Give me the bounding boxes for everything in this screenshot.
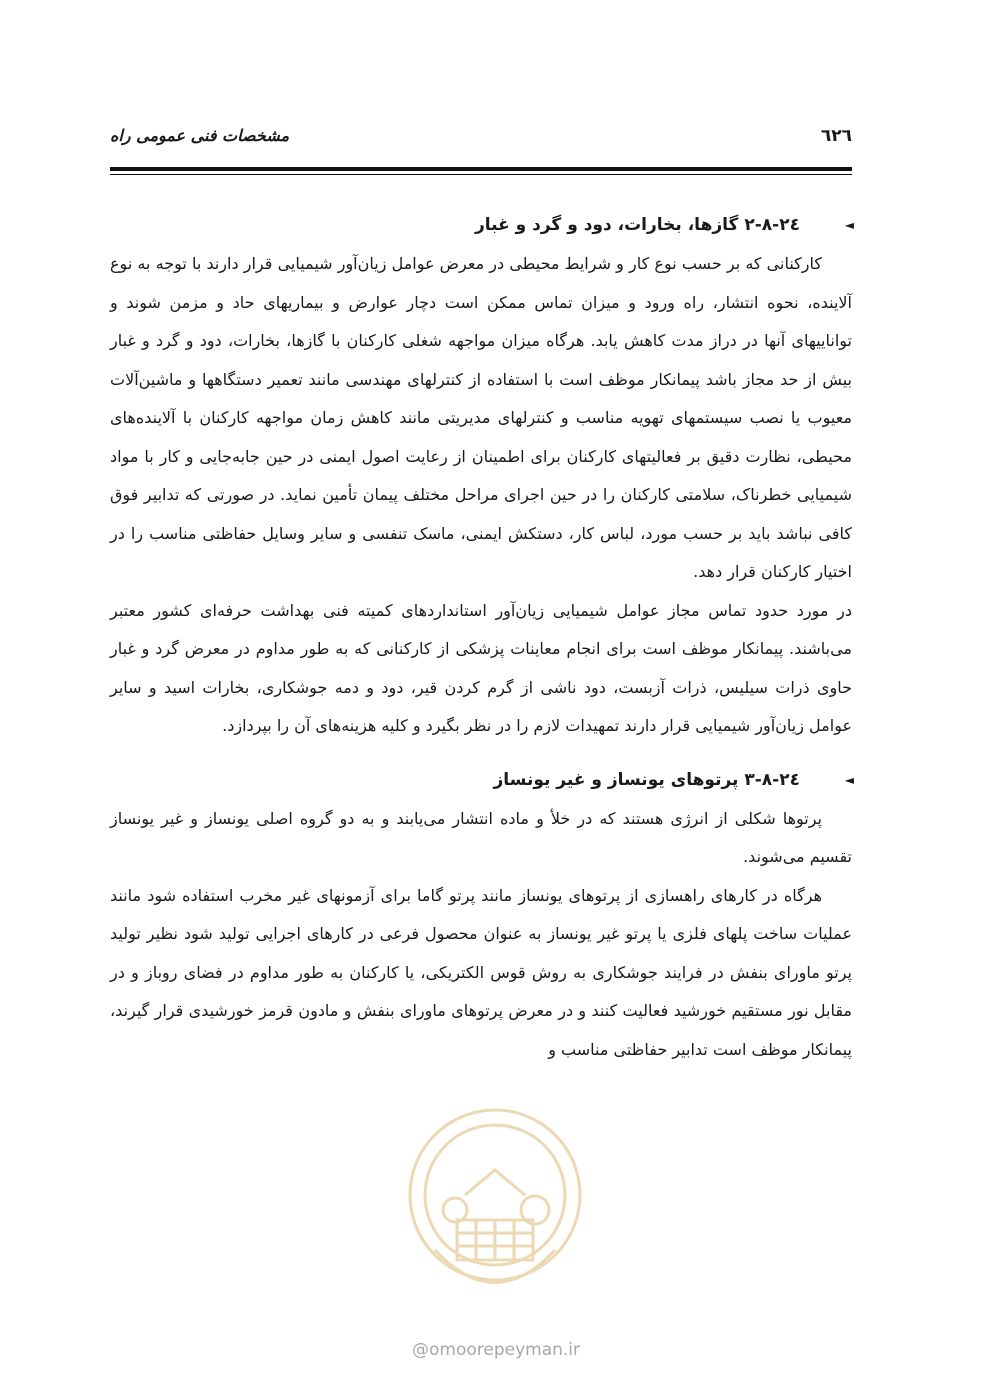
section-title: ٢٤-٨-٢ گازها، بخارات، دود و گرد و غبار bbox=[474, 215, 800, 235]
section-heading-gases bbox=[110, 205, 852, 245]
document-body bbox=[110, 205, 852, 1069]
paragraph: پرتوها شکلی از انرژی هستند که در خلأ و ماده انتشار می‌یابند و به دو گروه اصلی یونساز و غیر یونساز تقسیم می‌شوند. bbox=[110, 808, 852, 866]
header-rule-thick bbox=[110, 167, 852, 171]
section-heading-radiation bbox=[110, 760, 852, 800]
running-title: مشخصات فنی عمومی راه bbox=[110, 126, 290, 145]
bullet-arrow-icon: ◄ bbox=[844, 218, 854, 232]
paragraph: کارکنانی که بر حسب نوع کار و شرایط محیطی در معرض عوامل زیان‌آور شیمیایی قرار دارند با توجه به نوع آلاینده، نحوه انتشار، راه ورود و میزان تماس ممکن است دچار عوارض و بیماریهای حاد و مزمن شوند و تواناییهای آنها در دراز مدت کاهش یابد. هرگاه میزان مواجهه شغلی کارکنان با گازها، بخارات، دود و گرد و غبار بیش از حد مجاز باشد پیمانکار موظف است با استفاده از کنترلهای مهندسی مانند تعمیر دستگاهها و ماشین‌آلات معیوب یا نصب سیستمهای تهویه مناسب و کنترلهای مدیریتی مانند کاهش زمان مواجهه کارکنان با آلاینده‌های محیطی، نظارت دقیق بر فعالیتهای کارکنان برای اطمینان از رعایت اصول ایمنی در حین جابه‌جایی و کار با مواد شیمیایی خطرناک، سلامتی کارکنان را در حین اجرای مراحل مختلف پیمان تأمین نماید. در صورتی که تدابیر فوق کافی نباشد باید بر حسب مورد، لباس کار، دستکش ایمنی، ماسک تنفسی و سایر وسایل حفاظتی مناسب را در اختیار کارکنان قرار دهد. bbox=[110, 254, 852, 581]
paragraph: در مورد حدود تماس مجاز عوامل شیمیایی زیان‌آور استانداردهای کمیته فنی بهداشت حرفه‌ای کشور معتبر می‌باشند. پیمانکار موظف است برای انجام معاینات پزشکی از کارکنانی که به طور مداوم در معرض گرد و غبار حاوی ذرات سیلیس، ذرات آزبست، دود ناشی از گرم کردن قیر، دود و دمه جوشکاری، بخارات اسید و سایر عوامل زیان‌آور شیمیایی قرار دارند تمهیدات لازم را در نظر بگیرد و کلیه هزینه‌های آن را بپردازد. bbox=[110, 600, 852, 735]
bullet-arrow-icon: ◄ bbox=[844, 772, 854, 787]
section-title: ٢٤-٨-٣ پرتوهای یونساز و غیر یونساز bbox=[493, 769, 800, 790]
page-number: ٦٢٦ bbox=[820, 126, 852, 146]
page-header bbox=[110, 126, 852, 160]
paragraph: هرگاه در کارهای راهسازی از پرتوهای یونساز مانند پرتو گاما برای آزمونهای غیر مخرب استفاده شود مانند عملیات ساخت پلهای فلزی یا پرتو غیر یونساز به عنوان محصول فرعی در کارهای اجرایی تولید شود نظیر تولید پرتو ماورای بنفش در فرایند جوشکاری به روش قوس الکتریکی، یا کارکنان به طور مداوم در فضای روباز و در مقابل نور مستقیم خورشید فعالیت کنند و در معرض پرتوهای ماورای بنفش و مادون قرمز خورشیدی قرار گیرند، پیمانکار موظف است تدابیر حفاظتی مناسب و bbox=[110, 885, 852, 1059]
header-rule-thin bbox=[110, 174, 852, 175]
watermark-logo-icon bbox=[395, 1100, 595, 1330]
watermark-site-url: @omoorepeyman.ir bbox=[411, 1340, 581, 1360]
